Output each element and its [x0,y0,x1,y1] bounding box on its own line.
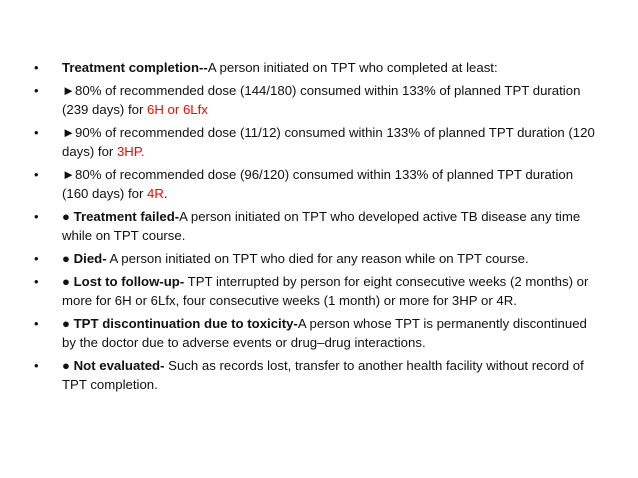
item-text: Such as records lost, transfer to another health facility without record of TPT completion. [62,358,584,392]
item-heading: ● Not evaluated- [62,358,165,373]
bullet-dot-icon: • [34,316,39,331]
bullet-item-6h-6lfx [0,81,638,119]
bullet-item-lost-to-follow-up [0,272,638,310]
bullet-item-4r [0,165,638,203]
item-highlight: 3HP. [116,144,145,159]
bullet-item-treatment-failed [0,207,638,245]
item-text: A person initiated on TPT who died for any reason while on TPT course. [106,251,529,266]
bullet-item-died [0,249,638,268]
item-text: ►80% of recommended dose (96/120) consumed within 133% of planned TPT duration (160 days) for [62,167,574,201]
bullet-dot-icon: • [34,125,39,140]
bullet-item-treatment-completion [0,58,638,77]
item-text: A person whose TPT is permanently discontinued by the doctor due to adverse events or drug–drug interactions. [62,316,587,350]
item-text: A person initiated on TPT who developed active TB disease any time while on TPT course. [62,209,581,243]
bullet-dot-icon: • [34,60,39,75]
item-text: A person initiated on TPT who completed at least: [207,60,498,75]
item-heading: ● Died- [62,251,107,266]
item-text: TPT interrupted by person for eight consecutive weeks (2 months) or more for 6H or 6Lfx, four consecutive weeks (1 month) or more for 3HP or 4R. [62,274,589,308]
item-highlight: 4R [147,186,164,201]
item-highlight: 6H or 6Lfx [147,102,208,117]
bullet-dot-icon: • [34,167,39,182]
bullet-dot-icon: • [34,251,39,266]
item-heading: Treatment completion-- [62,60,208,75]
item-heading: ● Lost to follow-up- [62,274,185,289]
bullet-dot-icon: • [34,358,39,373]
item-heading: ● TPT discontinuation due to toxicity- [62,316,298,331]
bullet-dot-icon: • [34,274,39,289]
bullet-dot-icon: • [34,209,39,224]
bullet-item-3hp [0,123,638,161]
item-text: ►90% of recommended dose (11/12) consumed within 133% of planned TPT duration (120 days) for [62,125,595,159]
bullet-list [0,58,638,398]
bullet-item-discontinuation [0,314,638,352]
item-text: ►80% of recommended dose (144/180) consumed within 133% of planned TPT duration (239 days) for [62,83,581,117]
bullet-dot-icon: • [34,83,39,98]
bullet-item-not-evaluated [0,356,638,394]
item-tail: . [163,186,168,201]
item-heading: ● Treatment failed- [62,209,180,224]
